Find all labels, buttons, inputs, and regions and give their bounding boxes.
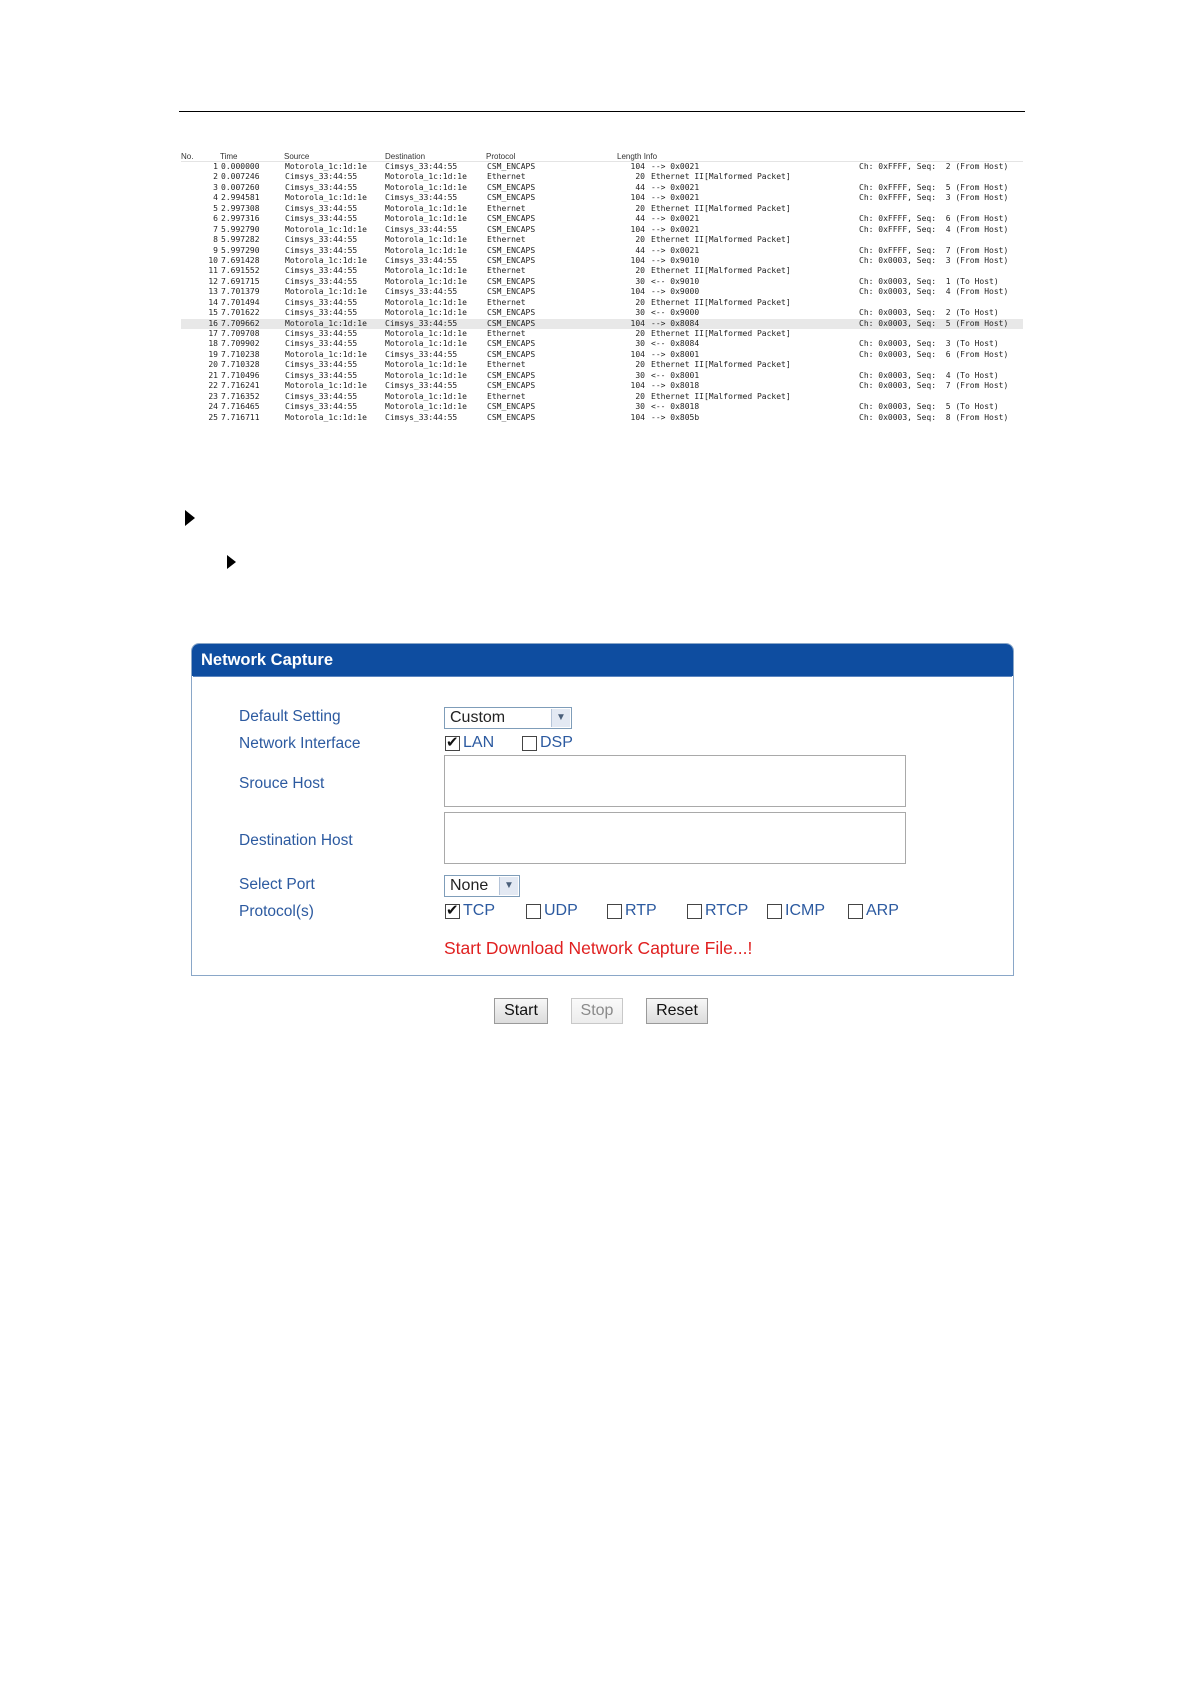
cell-len: 104 xyxy=(630,381,645,391)
cell-src: Cimsys_33:44:55 xyxy=(285,203,358,213)
cell-proto: Ethernet xyxy=(487,360,526,370)
cell-ch: Ch: 0x0003, Seq: 5 (From Host) xyxy=(859,318,1009,328)
cell-dst: Cimsys_33:44:55 xyxy=(385,381,458,391)
cell-src: Motorola_1c:1d:1e xyxy=(285,287,367,297)
tcp-checkbox-box[interactable] xyxy=(445,904,460,919)
cell-no: 6 xyxy=(213,214,218,224)
cell-len: 104 xyxy=(630,255,645,265)
cell-time: 7.709902 xyxy=(221,339,260,349)
packet-list xyxy=(181,152,1023,423)
protocols-label: Protocol(s) xyxy=(239,903,314,920)
cell-dst: Motorola_1c:1d:1e xyxy=(385,370,467,380)
rtcp-checkbox[interactable] xyxy=(687,902,748,920)
cell-dst: Motorola_1c:1d:1e xyxy=(385,245,467,255)
cell-src: Motorola_1c:1d:1e xyxy=(285,318,367,328)
cell-src: Motorola_1c:1d:1e xyxy=(285,349,367,359)
cell-time: 7.710328 xyxy=(221,360,260,370)
cell-time: 0.007260 xyxy=(221,182,260,192)
cell-time: 5.997282 xyxy=(221,235,260,245)
cell-len: 104 xyxy=(630,412,645,422)
cell-time: 0.007246 xyxy=(221,172,260,182)
cell-proto: CSM_ENCAPS xyxy=(487,214,536,224)
cell-len: 104 xyxy=(630,318,645,328)
cell-proto: Ethernet xyxy=(487,297,526,307)
cell-len: 20 xyxy=(635,391,645,401)
table-row[interactable] xyxy=(181,266,1023,276)
network-capture-panel xyxy=(191,643,1014,976)
table-row[interactable] xyxy=(181,360,1023,370)
cell-ch: Ch: 0x0003, Seq: 4 (To Host) xyxy=(859,370,999,380)
icmp-checkbox[interactable] xyxy=(767,902,825,920)
cell-time: 7.701494 xyxy=(221,297,260,307)
packet-rows xyxy=(181,162,1023,423)
column-header-protocol: Protocol xyxy=(486,152,516,161)
cell-no: 1 xyxy=(213,162,218,171)
cell-time: 7.710238 xyxy=(221,349,260,359)
cell-proto: CSM_ENCAPS xyxy=(487,370,536,380)
cell-no: 14 xyxy=(208,297,218,307)
column-header-source: Source xyxy=(284,152,310,161)
cell-info: --> 0x8018 xyxy=(651,381,700,391)
cell-proto: Ethernet xyxy=(487,266,526,276)
cell-info: --> 0x8084 xyxy=(651,318,700,328)
icmp-checkbox-box[interactable] xyxy=(767,904,782,919)
network-interface-label: Network Interface xyxy=(239,735,361,752)
cell-len: 20 xyxy=(635,235,645,245)
cell-time: 7.709708 xyxy=(221,329,260,338)
rtp-checkbox-label: RTP xyxy=(625,902,657,919)
cell-no: 17 xyxy=(208,329,218,338)
cell-src: Cimsys_33:44:55 xyxy=(285,266,358,276)
cell-time: 2.997308 xyxy=(221,203,260,213)
dsp-checkbox[interactable] xyxy=(522,734,573,752)
cell-time: 2.997316 xyxy=(221,214,260,224)
cell-src: Cimsys_33:44:55 xyxy=(285,339,358,349)
udp-checkbox[interactable] xyxy=(526,902,578,920)
cell-time: 7.691715 xyxy=(221,276,260,286)
cell-time: 7.691428 xyxy=(221,255,260,265)
cell-len: 30 xyxy=(635,339,645,349)
table-row[interactable] xyxy=(181,172,1023,182)
cell-ch: Ch: 0x0003, Seq: 3 (To Host) xyxy=(859,339,999,349)
cell-len: 30 xyxy=(635,370,645,380)
cell-len: 20 xyxy=(635,266,645,276)
cell-proto: Ethernet xyxy=(487,391,526,401)
cell-info: --> 0x0021 xyxy=(651,182,700,192)
cell-info: Ethernet II[Malformed Packet] xyxy=(651,203,791,213)
cell-src: Cimsys_33:44:55 xyxy=(285,235,358,245)
cell-len: 44 xyxy=(635,214,645,224)
cell-info: --> 0x0021 xyxy=(651,193,700,203)
chevron-down-icon[interactable]: ▼ xyxy=(499,877,518,895)
cell-ch: Ch: 0xFFFF, Seq: 5 (From Host) xyxy=(859,182,1009,192)
cell-proto: Ethernet xyxy=(487,329,526,338)
cell-src: Motorola_1c:1d:1e xyxy=(285,162,367,171)
cell-info: Ethernet II[Malformed Packet] xyxy=(651,329,791,338)
cell-proto: CSM_ENCAPS xyxy=(487,224,536,234)
cell-dst: Motorola_1c:1d:1e xyxy=(385,182,467,192)
cell-no: 16 xyxy=(208,318,218,328)
cell-no: 19 xyxy=(208,349,218,359)
cell-src: Motorola_1c:1d:1e xyxy=(285,381,367,391)
table-row[interactable] xyxy=(181,162,1023,172)
cell-proto: CSM_ENCAPS xyxy=(487,339,536,349)
default-setting-label: Default Setting xyxy=(239,708,341,725)
table-row[interactable] xyxy=(181,392,1023,402)
header-rule xyxy=(179,111,1025,112)
cell-time: 7.710496 xyxy=(221,370,260,380)
cell-ch: Ch: 0x0003, Seq: 2 (To Host) xyxy=(859,308,999,318)
arp-checkbox-label: ARP xyxy=(866,902,899,919)
table-row[interactable] xyxy=(181,246,1023,256)
cell-info: --> 0x8001 xyxy=(651,349,700,359)
cell-src: Cimsys_33:44:55 xyxy=(285,214,358,224)
cell-info: <-- 0x8018 xyxy=(651,402,700,412)
cell-dst: Motorola_1c:1d:1e xyxy=(385,308,467,318)
rtp-checkbox[interactable] xyxy=(607,902,657,920)
cell-len: 20 xyxy=(635,203,645,213)
column-header-length-info: Length Info xyxy=(617,152,658,161)
rtcp-checkbox-label: RTCP xyxy=(705,902,749,919)
cell-proto: CSM_ENCAPS xyxy=(487,318,536,328)
cell-time: 7.716465 xyxy=(221,402,260,412)
cell-time: 5.997290 xyxy=(221,245,260,255)
destination-host-label: Destination Host xyxy=(239,832,353,849)
cell-ch: Ch: 0xFFFF, Seq: 7 (From Host) xyxy=(859,245,1009,255)
cell-len: 104 xyxy=(630,287,645,297)
tcp-checkbox-label: TCP xyxy=(463,902,495,919)
cell-info: Ethernet II[Malformed Packet] xyxy=(651,266,791,276)
column-header-time: Time xyxy=(220,152,238,161)
cell-proto: CSM_ENCAPS xyxy=(487,193,536,203)
cell-no: 2 xyxy=(213,172,218,182)
cell-ch: Ch: 0x0003, Seq: 8 (From Host) xyxy=(859,412,1009,422)
dsp-checkbox-box[interactable] xyxy=(522,736,537,751)
table-row[interactable] xyxy=(181,339,1023,349)
cell-dst: Motorola_1c:1d:1e xyxy=(385,329,467,338)
column-header-no: No. xyxy=(181,152,194,161)
panel-title: Network Capture xyxy=(192,644,1013,676)
cell-no: 23 xyxy=(208,391,218,401)
cell-no: 21 xyxy=(208,370,218,380)
table-row[interactable] xyxy=(181,287,1023,297)
cell-no: 12 xyxy=(208,276,218,286)
default-setting-value: Custom xyxy=(450,709,506,726)
cell-dst: Cimsys_33:44:55 xyxy=(385,193,458,203)
cell-proto: CSM_ENCAPS xyxy=(487,182,536,192)
cell-dst: Motorola_1c:1d:1e xyxy=(385,402,467,412)
cell-no: 3 xyxy=(213,182,218,192)
cell-src: Cimsys_33:44:55 xyxy=(285,329,358,338)
cell-time: 5.992790 xyxy=(221,224,260,234)
cell-len: 20 xyxy=(635,360,645,370)
cell-dst: Cimsys_33:44:55 xyxy=(385,255,458,265)
cell-src: Cimsys_33:44:55 xyxy=(285,245,358,255)
triangle-right-icon xyxy=(185,510,195,526)
cell-time: 7.716711 xyxy=(221,412,260,422)
cell-src: Cimsys_33:44:55 xyxy=(285,370,358,380)
cell-src: Cimsys_33:44:55 xyxy=(285,172,358,182)
cell-dst: Cimsys_33:44:55 xyxy=(385,287,458,297)
default-setting-select[interactable] xyxy=(444,707,572,729)
cell-no: 15 xyxy=(208,308,218,318)
cell-no: 24 xyxy=(208,402,218,412)
cell-time: 7.691552 xyxy=(221,266,260,276)
cell-src: Cimsys_33:44:55 xyxy=(285,360,358,370)
cell-dst: Motorola_1c:1d:1e xyxy=(385,297,467,307)
cell-len: 104 xyxy=(630,162,645,171)
cell-no: 10 xyxy=(208,255,218,265)
cell-info: Ethernet II[Malformed Packet] xyxy=(651,235,791,245)
table-row[interactable] xyxy=(181,214,1023,224)
table-row[interactable] xyxy=(181,277,1023,287)
cell-info: --> 0x9010 xyxy=(651,255,700,265)
cell-info: --> 0x0021 xyxy=(651,214,700,224)
source-host-input[interactable] xyxy=(444,755,906,807)
table-row[interactable] xyxy=(181,235,1023,245)
cell-time: 7.716352 xyxy=(221,391,260,401)
lan-checkbox[interactable] xyxy=(445,734,494,752)
select-port-label: Select Port xyxy=(239,876,315,893)
cell-time: 2.994581 xyxy=(221,193,260,203)
table-row[interactable] xyxy=(181,413,1023,423)
cell-time: 7.709662 xyxy=(221,318,260,328)
cell-info: --> 0x805b xyxy=(651,412,700,422)
cell-info: Ethernet II[Malformed Packet] xyxy=(651,172,791,182)
udp-checkbox-label: UDP xyxy=(544,902,578,919)
table-row[interactable] xyxy=(181,225,1023,235)
cell-src: Motorola_1c:1d:1e xyxy=(285,193,367,203)
cell-info: --> 0x0021 xyxy=(651,224,700,234)
table-row[interactable] xyxy=(181,381,1023,391)
cell-src: Cimsys_33:44:55 xyxy=(285,297,358,307)
icmp-checkbox-label: ICMP xyxy=(785,902,825,919)
cell-ch: Ch: 0x0003, Seq: 4 (From Host) xyxy=(859,287,1009,297)
cell-time: 7.716241 xyxy=(221,381,260,391)
cell-src: Motorola_1c:1d:1e xyxy=(285,224,367,234)
lan-checkbox-label: LAN xyxy=(463,734,495,751)
cell-ch: Ch: 0x0003, Seq: 6 (From Host) xyxy=(859,349,1009,359)
table-row[interactable] xyxy=(181,402,1023,412)
destination-host-input[interactable] xyxy=(444,812,906,864)
start-button[interactable]: Start xyxy=(494,998,548,1024)
cell-proto: CSM_ENCAPS xyxy=(487,245,536,255)
table-row[interactable] xyxy=(181,350,1023,360)
capture-status-message: Start Download Network Capture File...! xyxy=(444,938,753,958)
cell-len: 20 xyxy=(635,297,645,307)
cell-len: 44 xyxy=(635,245,645,255)
cell-src: Cimsys_33:44:55 xyxy=(285,182,358,192)
column-header-destination: Destination xyxy=(385,152,426,161)
table-row[interactable] xyxy=(181,298,1023,308)
triangle-right-icon xyxy=(227,555,236,569)
cell-ch: Ch: 0x0003, Seq: 3 (From Host) xyxy=(859,255,1009,265)
cell-dst: Motorola_1c:1d:1e xyxy=(385,339,467,349)
cell-ch: Ch: 0x0003, Seq: 7 (From Host) xyxy=(859,381,1009,391)
cell-len: 30 xyxy=(635,276,645,286)
cell-ch: Ch: 0xFFFF, Seq: 4 (From Host) xyxy=(859,224,1009,234)
source-host-label: Srouce Host xyxy=(239,775,325,792)
cell-proto: CSM_ENCAPS xyxy=(487,381,536,391)
cell-len: 20 xyxy=(635,172,645,182)
cell-time: 7.701622 xyxy=(221,308,260,318)
cell-ch: Ch: 0x0003, Seq: 1 (To Host) xyxy=(859,276,999,286)
arp-checkbox[interactable] xyxy=(848,902,899,920)
cell-dst: Motorola_1c:1d:1e xyxy=(385,360,467,370)
cell-info: --> 0x9000 xyxy=(651,287,700,297)
dsp-checkbox-label: DSP xyxy=(540,734,573,751)
cell-src: Cimsys_33:44:55 xyxy=(285,402,358,412)
reset-button[interactable]: Reset xyxy=(646,998,708,1024)
packet-list-header xyxy=(181,152,1023,162)
cell-dst: Cimsys_33:44:55 xyxy=(385,349,458,359)
cell-proto: Ethernet xyxy=(487,172,526,182)
cell-len: 20 xyxy=(635,329,645,338)
cell-len: 44 xyxy=(635,182,645,192)
table-row[interactable] xyxy=(181,193,1023,203)
cell-len: 104 xyxy=(630,193,645,203)
cell-len: 104 xyxy=(630,349,645,359)
cell-proto: CSM_ENCAPS xyxy=(487,308,536,318)
cell-dst: Motorola_1c:1d:1e xyxy=(385,276,467,286)
cell-ch: Ch: 0xFFFF, Seq: 6 (From Host) xyxy=(859,214,1009,224)
cell-ch: Ch: 0x0003, Seq: 5 (To Host) xyxy=(859,402,999,412)
table-row[interactable] xyxy=(181,204,1023,214)
cell-no: 9 xyxy=(213,245,218,255)
cell-info: <-- 0x9010 xyxy=(651,276,700,286)
cell-proto: CSM_ENCAPS xyxy=(487,276,536,286)
cell-no: 4 xyxy=(213,193,218,203)
arp-checkbox-box[interactable] xyxy=(848,904,863,919)
cell-src: Cimsys_33:44:55 xyxy=(285,391,358,401)
cell-time: 0.000000 xyxy=(221,162,260,171)
table-row[interactable] xyxy=(181,329,1023,339)
cell-ch: Ch: 0xFFFF, Seq: 2 (From Host) xyxy=(859,162,1009,171)
cell-no: 25 xyxy=(208,412,218,422)
rtp-checkbox-box[interactable] xyxy=(607,904,622,919)
cell-no: 22 xyxy=(208,381,218,391)
cell-dst: Cimsys_33:44:55 xyxy=(385,224,458,234)
select-port-value: None xyxy=(450,877,489,894)
cell-no: 7 xyxy=(213,224,218,234)
cell-proto: CSM_ENCAPS xyxy=(487,412,536,422)
table-row[interactable] xyxy=(181,256,1023,266)
cell-info: <-- 0x8001 xyxy=(651,370,700,380)
cell-dst: Motorola_1c:1d:1e xyxy=(385,235,467,245)
stop-button[interactable]: Stop xyxy=(571,998,623,1024)
cell-len: 30 xyxy=(635,402,645,412)
cell-dst: Cimsys_33:44:55 xyxy=(385,412,458,422)
table-row[interactable] xyxy=(181,371,1023,381)
udp-checkbox-box[interactable] xyxy=(526,904,541,919)
cell-dst: Motorola_1c:1d:1e xyxy=(385,172,467,182)
chevron-down-icon[interactable]: ▼ xyxy=(551,709,570,727)
cell-ch: Ch: 0xFFFF, Seq: 3 (From Host) xyxy=(859,193,1009,203)
cell-proto: CSM_ENCAPS xyxy=(487,255,536,265)
cell-proto: CSM_ENCAPS xyxy=(487,402,536,412)
tcp-checkbox[interactable] xyxy=(445,902,495,920)
cell-src: Cimsys_33:44:55 xyxy=(285,276,358,286)
cell-proto: CSM_ENCAPS xyxy=(487,349,536,359)
cell-dst: Motorola_1c:1d:1e xyxy=(385,203,467,213)
table-row[interactable] xyxy=(181,319,1023,329)
select-port-select[interactable] xyxy=(444,875,520,897)
cell-dst: Cimsys_33:44:55 xyxy=(385,162,458,171)
cell-src: Motorola_1c:1d:1e xyxy=(285,255,367,265)
cell-proto: Ethernet xyxy=(487,235,526,245)
cell-info: Ethernet II[Malformed Packet] xyxy=(651,360,791,370)
cell-len: 30 xyxy=(635,308,645,318)
cell-info: Ethernet II[Malformed Packet] xyxy=(651,297,791,307)
cell-no: 5 xyxy=(213,203,218,213)
cell-dst: Motorola_1c:1d:1e xyxy=(385,391,467,401)
cell-info: <-- 0x8084 xyxy=(651,339,700,349)
table-row[interactable] xyxy=(181,308,1023,318)
cell-no: 20 xyxy=(208,360,218,370)
panel-body xyxy=(193,676,1012,974)
cell-proto: CSM_ENCAPS xyxy=(487,162,536,171)
rtcp-checkbox-box[interactable] xyxy=(687,904,702,919)
cell-time: 7.701379 xyxy=(221,287,260,297)
cell-no: 18 xyxy=(208,339,218,349)
cell-src: Motorola_1c:1d:1e xyxy=(285,412,367,422)
cell-dst: Cimsys_33:44:55 xyxy=(385,318,458,328)
cell-no: 13 xyxy=(208,287,218,297)
cell-info: --> 0x0021 xyxy=(651,162,700,171)
table-row[interactable] xyxy=(181,183,1023,193)
cell-len: 104 xyxy=(630,224,645,234)
cell-dst: Motorola_1c:1d:1e xyxy=(385,266,467,276)
cell-proto: Ethernet xyxy=(487,203,526,213)
cell-info: <-- 0x9000 xyxy=(651,308,700,318)
cell-proto: CSM_ENCAPS xyxy=(487,287,536,297)
cell-dst: Motorola_1c:1d:1e xyxy=(385,214,467,224)
lan-checkbox-box[interactable] xyxy=(445,736,460,751)
cell-info: Ethernet II[Malformed Packet] xyxy=(651,391,791,401)
cell-no: 8 xyxy=(213,235,218,245)
cell-info: --> 0x0021 xyxy=(651,245,700,255)
cell-src: Cimsys_33:44:55 xyxy=(285,308,358,318)
cell-no: 11 xyxy=(208,266,218,276)
